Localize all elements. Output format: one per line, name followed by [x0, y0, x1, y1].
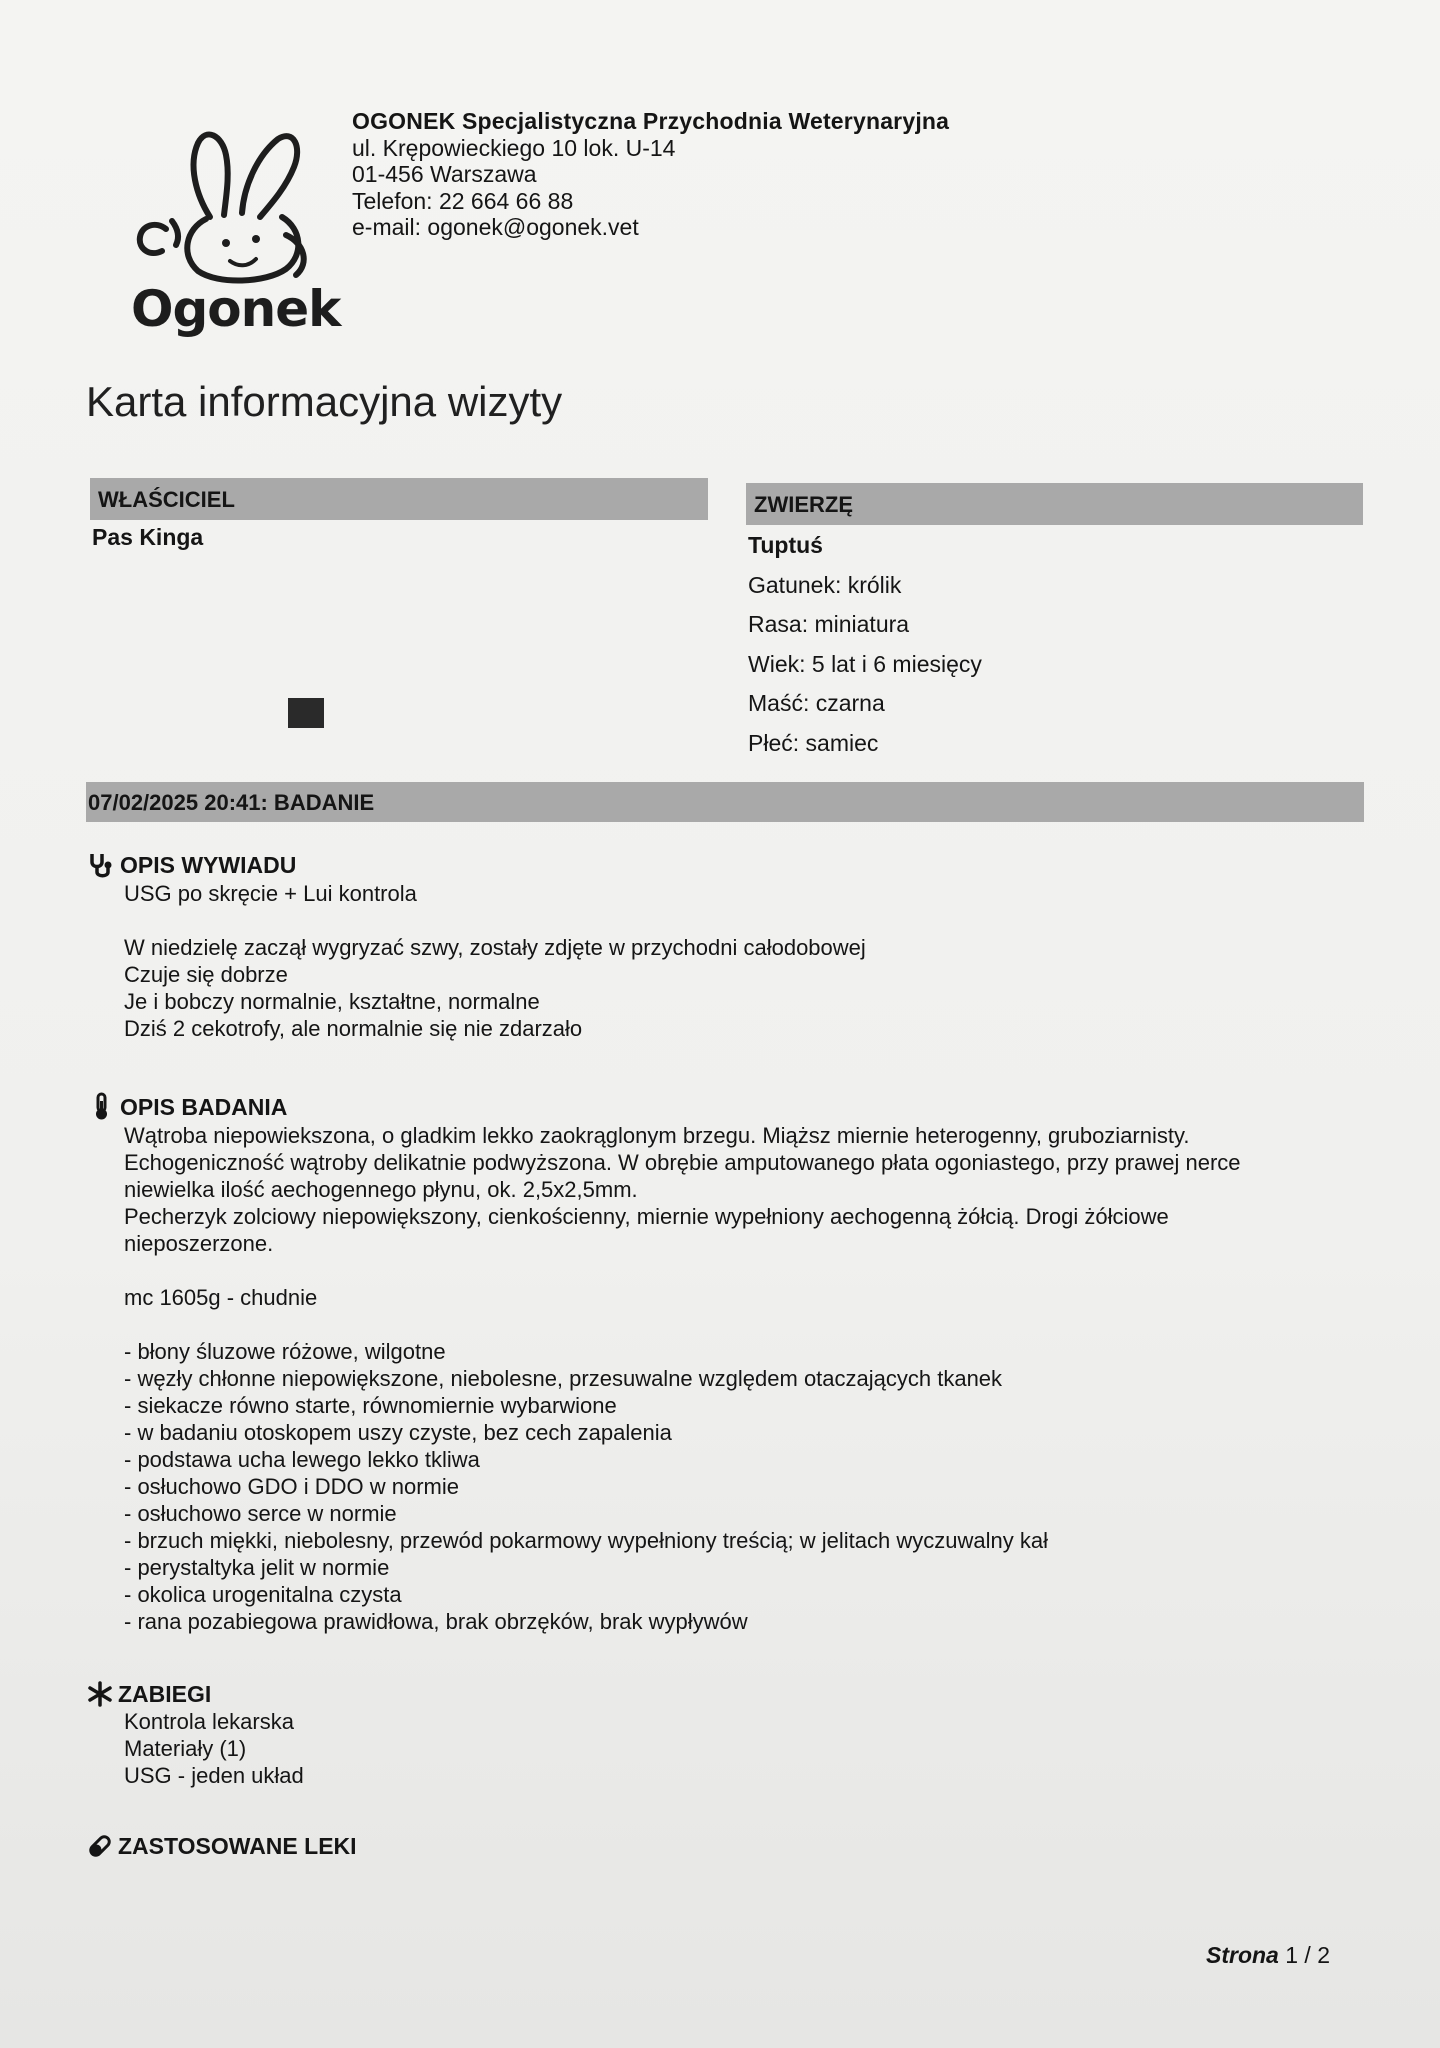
exam-finding: - siekacze równo starte, równomiernie wybarwione	[124, 1393, 617, 1418]
stethoscope-icon	[86, 850, 116, 880]
animal-species: Gatunek: królik	[748, 571, 902, 598]
exam-finding: - rana pozabiegowa prawidłowa, brak obrzęków, brak wypływów	[124, 1609, 748, 1634]
medications-heading	[86, 1832, 357, 1860]
history-heading	[86, 850, 866, 880]
animal-age: Wiek: 5 lat i 6 miesięcy	[748, 650, 982, 677]
animal-info	[748, 532, 982, 770]
exam-heading	[86, 1092, 1241, 1122]
procedure-item: USG - jeden układ	[124, 1763, 304, 1788]
exam-finding: - perystaltyka jelit w normie	[124, 1555, 390, 1580]
exam-finding: - podstawa ucha lewego lekko tkliwa	[124, 1447, 480, 1472]
exam-finding: - w badaniu otoskopem uszy czyste, bez cech zapalenia	[124, 1420, 672, 1445]
history-intro: USG po skręcie + Lui kontrola	[124, 881, 417, 906]
procedure-item: Kontrola lekarska	[124, 1709, 294, 1734]
clinic-email: e-mail: ogonek@ogonek.vet	[352, 214, 639, 240]
medications-title: ZASTOSOWANE LEKI	[118, 1832, 357, 1859]
medications-section	[86, 1832, 357, 1860]
animal-header: ZWIERZĘ	[746, 483, 1363, 525]
history-line: W niedzielę zaczął wygryzać szwy, zostały zdjęte w przychodni całodobowej	[124, 935, 866, 960]
page-count: 1 / 2	[1285, 1942, 1330, 1968]
procedures-section	[86, 1680, 304, 1789]
page-number	[1206, 1942, 1330, 1969]
owner-name: Pas Kinga	[92, 524, 204, 550]
history-line: Je i bobczy normalnie, kształtne, normalne	[124, 989, 540, 1014]
thermometer-icon	[86, 1092, 116, 1122]
page-label: Strona	[1206, 1942, 1279, 1968]
redaction-block	[288, 698, 324, 728]
exam-title: OPIS BADANIA	[120, 1093, 288, 1120]
exam-finding: - brzuch miękki, niebolesny, przewód pokarmowy wypełniony treścią; w jelitach wyczuwalny kał	[124, 1528, 1048, 1553]
history-body	[124, 880, 866, 1042]
animal-color: Maść: czarna	[748, 690, 885, 717]
clinic-city: 01-456 Warszawa	[352, 161, 537, 187]
exam-section	[86, 1092, 1241, 1635]
exam-weight: mc 1605g - chudnie	[124, 1285, 318, 1310]
exam-line: nieposzerzone.	[124, 1231, 274, 1256]
history-line: Dziś 2 cekotrofy, ale normalnie się nie zdarzało	[124, 1016, 583, 1041]
history-section	[86, 850, 866, 1042]
visit-header: 07/02/2025 20:41: BADANIE	[86, 782, 1364, 822]
exam-line: Echogeniczność wątroby delikatnie podwyższona. W obrębie amputowanego płata ogoniastego, przy prawej nerce	[124, 1150, 1241, 1175]
rabbit-logo-icon	[126, 125, 346, 285]
history-line: Czuje się dobrze	[124, 962, 288, 987]
exam-finding: - okolica urogenitalna czysta	[124, 1582, 402, 1607]
exam-line: Pecherzyk zolciowy niepowiększony, cienkościenny, miernie wypełniony aechogenną żółcią. Drogi żółciowe	[124, 1204, 1169, 1229]
procedures-body	[124, 1708, 304, 1789]
clinic-phone: Telefon: 22 664 66 88	[352, 187, 574, 214]
logo-wordmark: Ogonek	[131, 280, 341, 338]
animal-breed: Rasa: miniatura	[748, 611, 910, 638]
clinic-street: ul. Krępowieckiego 10 lok. U-14	[352, 134, 676, 161]
exam-body	[124, 1122, 1241, 1635]
animal-name: Tuptuś	[748, 532, 823, 558]
document-title: Karta informacyjna wizyty	[86, 378, 563, 425]
clinic-name: OGONEK Specjalistyczna Przychodnia Weterynaryjna	[352, 108, 950, 134]
exam-finding: - błony śluzowe różowe, wilgotne	[124, 1339, 446, 1364]
animal-sex: Płeć: samiec	[748, 729, 879, 756]
asterisk-icon	[86, 1680, 114, 1708]
procedure-item: Materiały (1)	[124, 1736, 247, 1761]
pill-icon	[86, 1832, 114, 1860]
exam-finding: - osłuchowo serce w normie	[124, 1501, 397, 1526]
exam-line: Wątroba niepowiekszona, o gladkim lekko zaokrąglonym brzegu. Miąższ miernie heterogenny, gruboziarnisty.	[124, 1123, 1190, 1148]
clinic-logo	[126, 125, 346, 338]
exam-line: niewielka ilość aechogennego płynu, ok. 2,5x2,5mm.	[124, 1177, 638, 1202]
procedures-title: ZABIEGI	[118, 1680, 212, 1707]
exam-finding: - osłuchowo GDO i DDO w normie	[124, 1474, 459, 1499]
owner-header: WŁAŚCICIEL	[90, 478, 708, 520]
procedures-heading	[86, 1680, 304, 1708]
history-title: OPIS WYWIADU	[120, 851, 297, 878]
clinic-header	[352, 108, 949, 241]
exam-finding: - węzły chłonne niepowiększone, niebolesne, przesuwalne względem otaczających tkanek	[124, 1366, 1003, 1391]
